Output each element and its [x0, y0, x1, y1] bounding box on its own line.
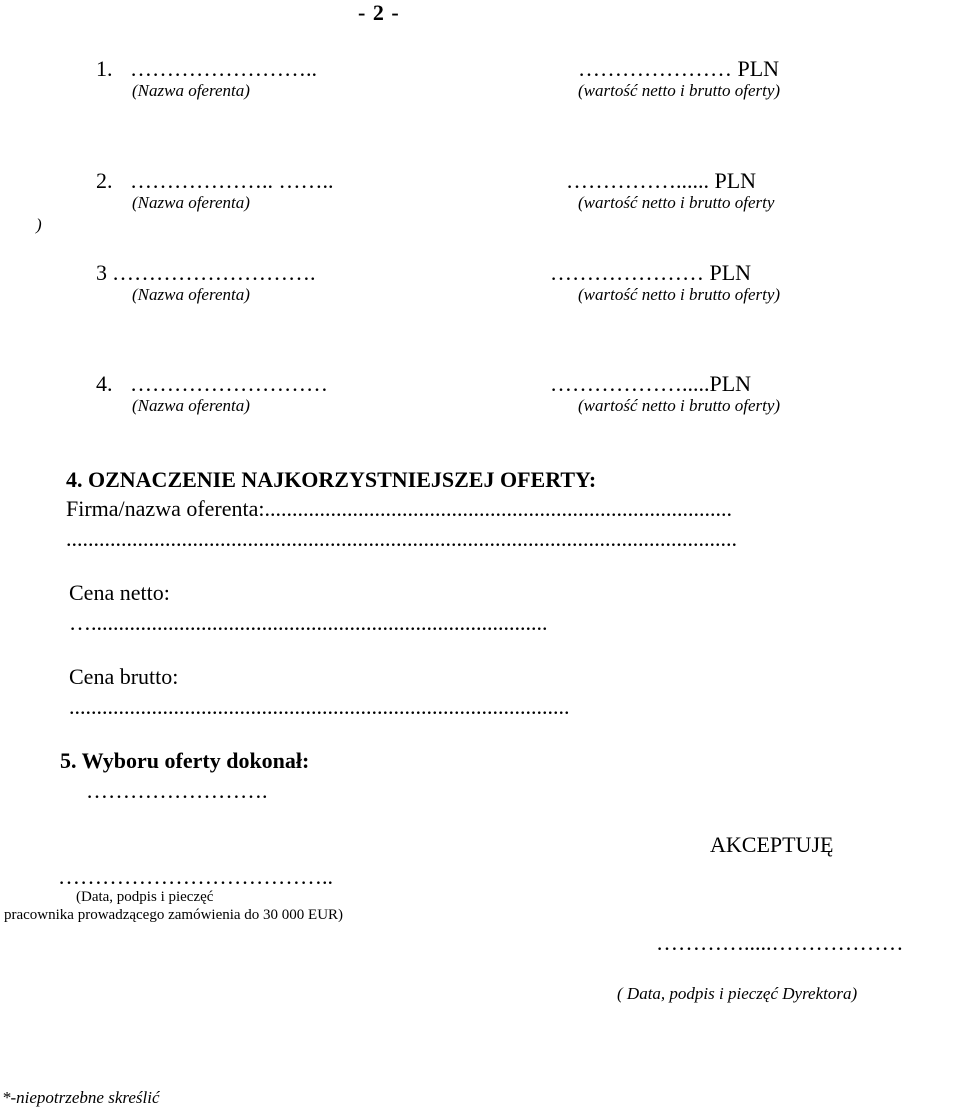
offer-2-name-line: ……………….. …….. — [130, 168, 334, 193]
section-5-heading: 5. Wyboru oferty dokonał: — [60, 748, 310, 773]
employee-signature-caption: (Data, podpis i pieczęć — [76, 889, 214, 905]
offer-3-value-caption: (wartość netto i brutto oferty) — [578, 285, 781, 304]
section-4-heading: 4. OZNACZENIE NAJKORZYSTNIEJSZEJ OFERTY: — [66, 467, 597, 492]
offer-3-number: 3 — [96, 260, 107, 285]
offer-2-value-line: ……………...... PLN — [566, 168, 757, 193]
offer-3-value-line: ………………… PLN — [550, 260, 752, 285]
offer-3-name-caption: (Nazwa oferenta) — [132, 285, 250, 304]
employee-signature-line: ……………………………….. — [58, 864, 333, 889]
offer-4-value-caption: (wartość netto i brutto oferty) — [578, 396, 781, 415]
offer-1-name-line: …………………….. — [130, 56, 317, 81]
offer-1-number: 1. — [96, 56, 113, 81]
page-number: - 2 - — [358, 0, 400, 25]
gross-price-value: ........................................................................................... — [69, 694, 570, 719]
gross-price-label: Cena brutto: — [69, 664, 179, 689]
offer-3-name-line: ………………………. — [112, 260, 316, 285]
offer-4-name-line: ……………………… — [130, 371, 328, 396]
offer-1-value-line: ………………… PLN — [578, 56, 780, 81]
offer-4-value-line: ……………….....PLN — [550, 371, 752, 396]
offer-1-name-caption: (Nazwa oferenta) — [132, 81, 250, 100]
stray-paren: ) — [36, 215, 42, 234]
net-price-label: Cena netto: — [69, 580, 170, 605]
director-signature-caption: ( Data, podpis i pieczęć Dyrektora) — [617, 984, 858, 1003]
footnote: *-niepotrzebne skreślić — [2, 1088, 160, 1107]
accept-label: AKCEPTUJĘ — [710, 832, 834, 857]
firm-name-continuation: .......................................................................................................................... — [66, 526, 737, 551]
offer-2-number: 2. — [96, 168, 113, 193]
firm-name-label: Firma/nazwa oferenta:..................................................................................... — [66, 496, 733, 521]
net-price-value: …................................................................................... — [69, 610, 548, 635]
section-5-signer-line: ……………………. — [86, 778, 268, 803]
offer-2-name-caption: (Nazwa oferenta) — [132, 193, 250, 212]
director-signature-line: ………….....……………… — [656, 930, 904, 955]
offer-4-number: 4. — [96, 371, 113, 396]
employee-signature-caption-2: pracownika prowadzącego zamówienia do 30 000 EUR) — [4, 907, 344, 923]
offer-2-value-caption: (wartość netto i brutto oferty — [578, 193, 775, 212]
offer-1-value-caption: (wartość netto i brutto oferty) — [578, 81, 781, 100]
offer-4-name-caption: (Nazwa oferenta) — [132, 396, 250, 415]
